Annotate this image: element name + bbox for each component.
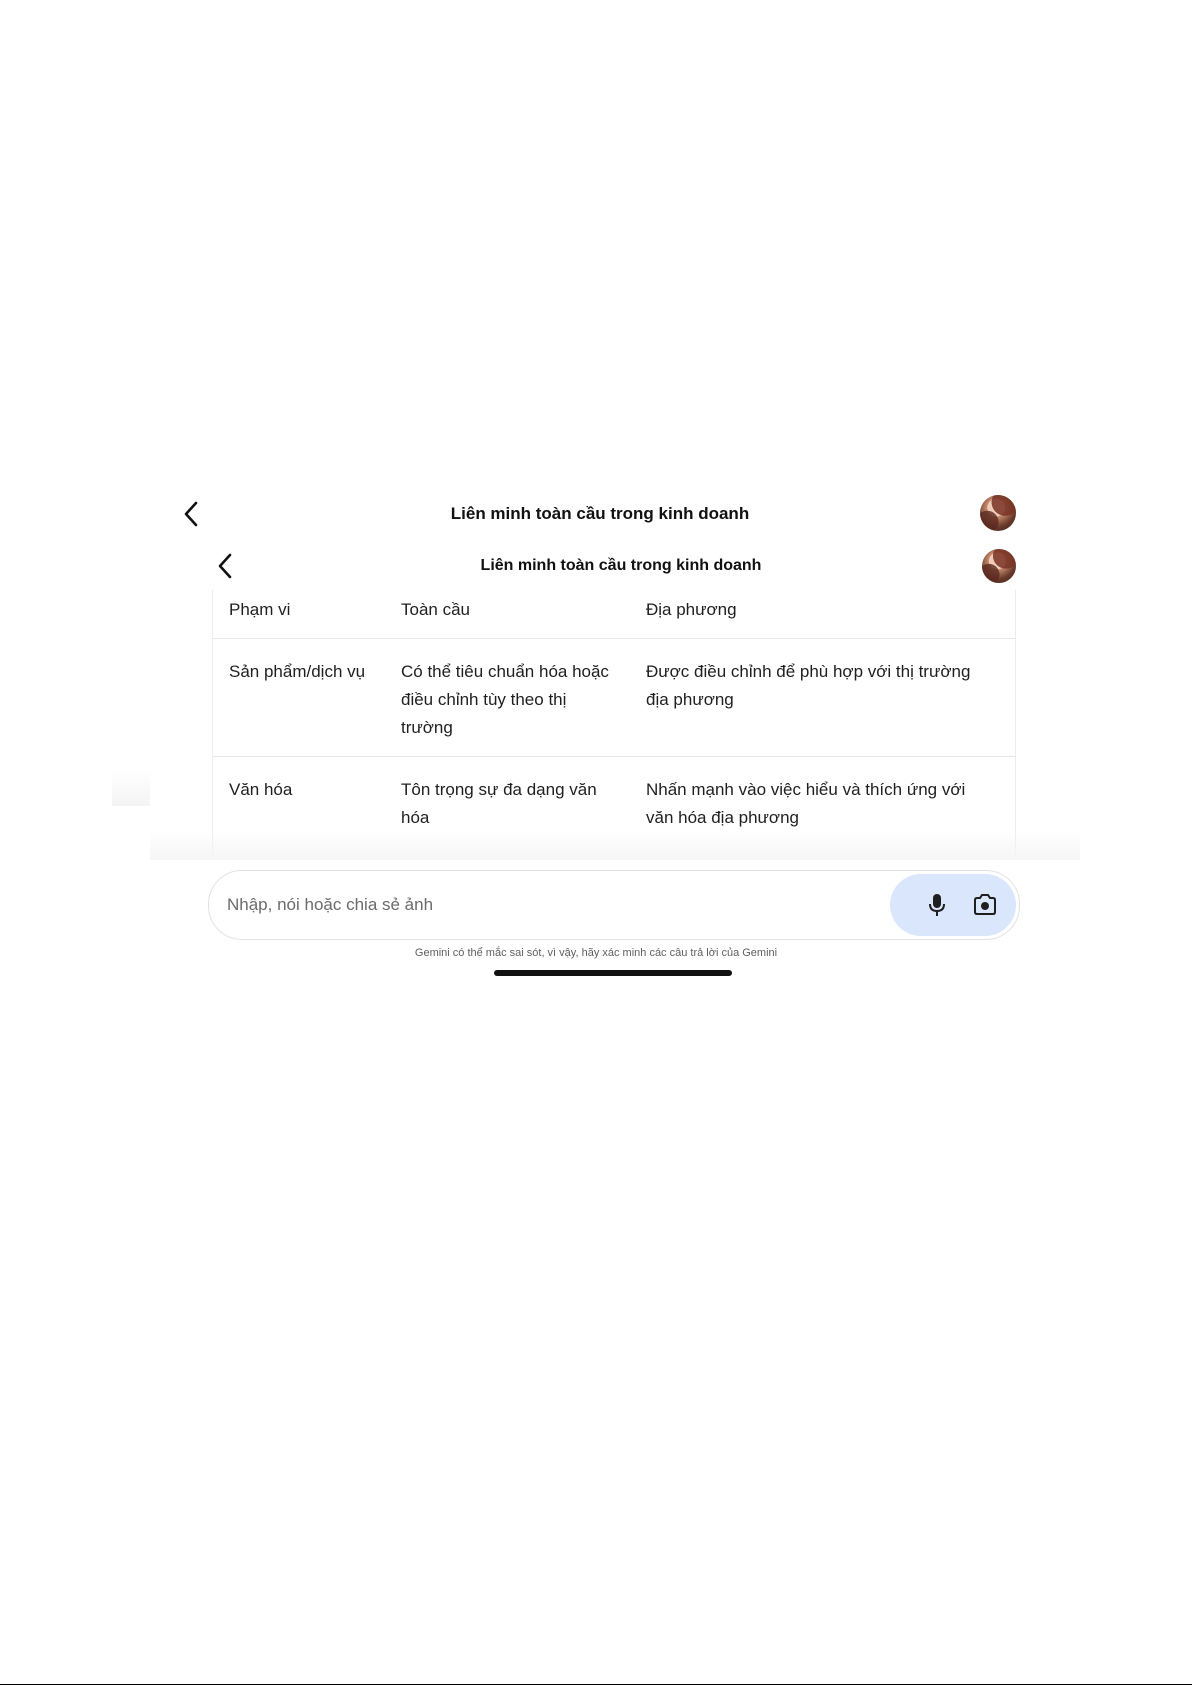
page-title: Liên minh toàn cầu trong kinh doanh	[480, 557, 762, 574]
foreground-header	[0, 544, 1192, 588]
table-cell: Văn hóa	[229, 780, 293, 799]
microphone-icon	[927, 892, 947, 918]
page-title: Liên minh toàn cầu trong kinh doanh	[450, 504, 750, 523]
table-cell: Nhấn mạnh vào việc hiểu và thích ứng với văn hóa địa phương	[646, 780, 966, 827]
prompt-input[interactable]	[225, 889, 829, 921]
scroll-fade	[150, 830, 1080, 860]
disclaimer-text: Gemini có thể mắc sai sót, vì vậy, hãy xác minh các câu trả lời của Gemini	[414, 947, 778, 959]
user-avatar[interactable]	[980, 495, 1016, 531]
background-header	[0, 492, 1192, 536]
comparison-table	[212, 590, 1016, 858]
prompt-input-bar	[208, 870, 1020, 940]
table-cell: Được điều chỉnh để phù hợp với thị trường địa phương	[646, 662, 971, 709]
table-cell: Tôn trọng sự đa dạng văn hóa	[401, 780, 597, 827]
table-cell: Có thể tiêu chuẩn hóa hoặc điều chỉnh tùy theo thị trường	[401, 662, 609, 737]
table-row	[213, 638, 1015, 757]
table-cell: Phạm vi	[229, 600, 291, 619]
scroll-fade	[112, 770, 150, 806]
table-cell: Địa phương	[646, 600, 737, 619]
home-indicator	[494, 970, 732, 976]
microphone-button[interactable]	[921, 889, 953, 921]
table-cell: Toàn cầu	[401, 600, 470, 619]
table-row	[213, 590, 1015, 639]
action-buttons	[890, 874, 1016, 936]
user-avatar[interactable]	[982, 549, 1016, 583]
camera-icon	[972, 893, 998, 917]
table-cell: Sản phẩm/dịch vụ	[229, 662, 366, 681]
camera-button[interactable]	[969, 889, 1001, 921]
